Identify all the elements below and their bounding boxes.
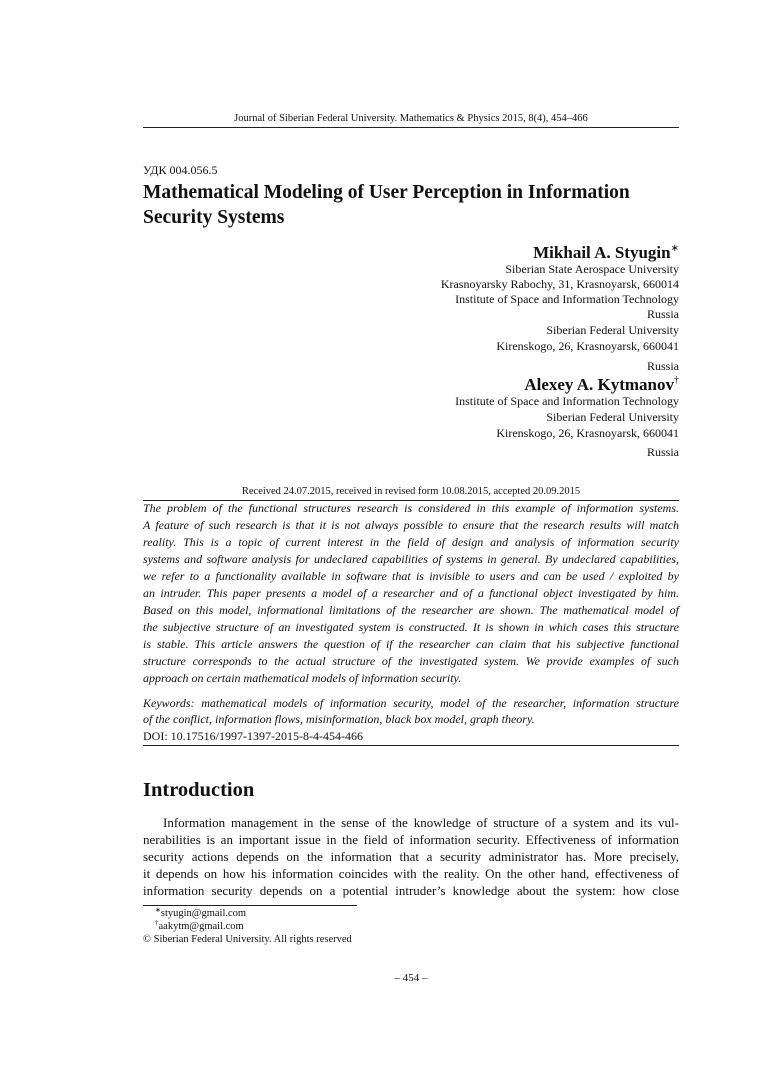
footnote-2-mark: † <box>155 919 159 927</box>
author-1-affiliation-line: Krasnoyarsky Rabochy, 31, Krasnoyarsk, 660014 <box>440 277 679 291</box>
doi: DOI: 10.17516/1997-1397-2015-8-4-454-466 <box>143 729 363 743</box>
author-2-name: Alexey A. Kytmanov <box>524 375 674 394</box>
keywords-label: Keywords: <box>143 696 195 710</box>
author-1-affiliation-line: Siberian Federal University <box>546 323 679 337</box>
copyright-icon: © <box>143 934 151 945</box>
author-1-mark: ∗ <box>670 243 679 254</box>
abstract-line: structure corresponds to the actual structure of the investigated system. We provide examples of such <box>143 654 679 668</box>
author-1 <box>143 244 679 262</box>
footnote-2 <box>155 920 244 933</box>
footnote-1-email: styugin@gmail.com <box>160 908 247 919</box>
abstract-line: A feature of such research is that it is not always possible to ensure that the research results will match <box>143 518 679 532</box>
abstract-line: approach on certain mathematical models of information security. <box>143 671 462 685</box>
abstract-bottom-rule <box>143 745 679 746</box>
abstract-line: the subjective structure of an investigated system is constructed. It is shown in which cases this structure <box>143 620 679 634</box>
footnote-2-email: aakytm@gmail.com <box>158 921 244 932</box>
abstract-line: an intruder. This paper presents a model of a researcher and of a functional object investigated by him. <box>143 586 679 600</box>
page-number: – 454 – <box>394 972 428 984</box>
author-2-affiliation-line: Kirenskogo, 26, Krasnoyarsk, 660041 <box>496 426 679 440</box>
body-line: it depends on how his information coincides with the reality. On the other hand, effectiveness of <box>143 866 679 881</box>
keywords-text: mathematical models of information security, model of the researcher, information structure <box>201 696 679 710</box>
copyright-text: Siberian Federal University. All rights reserved <box>153 934 352 945</box>
author-2 <box>143 376 679 394</box>
author-1-affiliation-line: Kirenskogo, 26, Krasnoyarsk, 660041 <box>496 339 679 353</box>
author-1-affiliation-line: Institute of Space and Information Technology <box>455 292 679 306</box>
author-1-name: Mikhail A. Styugin <box>533 243 671 262</box>
running-header: Journal of Siberian Federal University. Mathematics & Physics 2015, 8(4), 454–466 <box>234 113 588 124</box>
abstract-line: systems and software analysis for undeclared capabilities of systems in general. By undeclared capabilities, <box>143 552 679 566</box>
abstract-line: reality. This is a topic of current interest in the field of design and analysis of information security <box>143 535 679 549</box>
copyright-notice <box>143 933 352 946</box>
body-line: information security depends on a potential intruder’s knowledge about the system: how close <box>143 883 679 898</box>
author-1-affiliation-line: Russia <box>646 359 679 373</box>
udk-code: УДК 004.056.5 <box>143 163 218 177</box>
author-2-mark: † <box>674 375 679 386</box>
abstract-line: The problem of the functional structures research is considered in this example of information systems. <box>143 501 679 515</box>
author-2-affiliation-line: Russia <box>646 445 679 459</box>
abstract-line: Based on this model, informational limitations of the researcher are shown. The mathematical model of <box>143 603 679 617</box>
abstract-line: is stable. This article answers the question of if the researcher can claim that his subjective functional <box>143 637 679 651</box>
header-rule <box>143 127 679 128</box>
author-1-affiliation-line: Russia <box>646 307 679 321</box>
footnote-1-mark: ∗ <box>155 906 161 914</box>
received-dates: Received 24.07.2015, received in revised form 10.08.2015, accepted 20.09.2015 <box>241 486 581 497</box>
paper-title-line-2: Security Systems <box>143 207 285 228</box>
section-heading: Introduction <box>143 779 255 801</box>
footnote-1 <box>155 907 246 920</box>
footnote-rule <box>143 905 357 906</box>
body-line: Information management in the sense of the knowledge of structure of a system and its vul- <box>163 815 679 830</box>
keywords-line-1 <box>143 695 679 712</box>
author-2-affiliation-line: Siberian Federal University <box>546 410 679 424</box>
author-2-affiliation-line: Institute of Space and Information Technology <box>455 394 679 408</box>
keywords-line-2: of the conflict, information flows, misinformation, black box model, graph theory. <box>143 712 535 726</box>
paper-title-line-1: Mathematical Modeling of User Perception in Information <box>143 182 630 203</box>
body-line: nerabilities is an important issue in the field of information security. Effectiveness of information <box>143 832 679 847</box>
body-line: security actions depends on the information that a security administrator has. More precisely, <box>143 849 679 864</box>
author-1-affiliation-line: Siberian State Aerospace University <box>505 262 679 276</box>
abstract-line: we refer to a functionality available in software that is invisible to users and can be used / exploited by <box>143 569 679 583</box>
